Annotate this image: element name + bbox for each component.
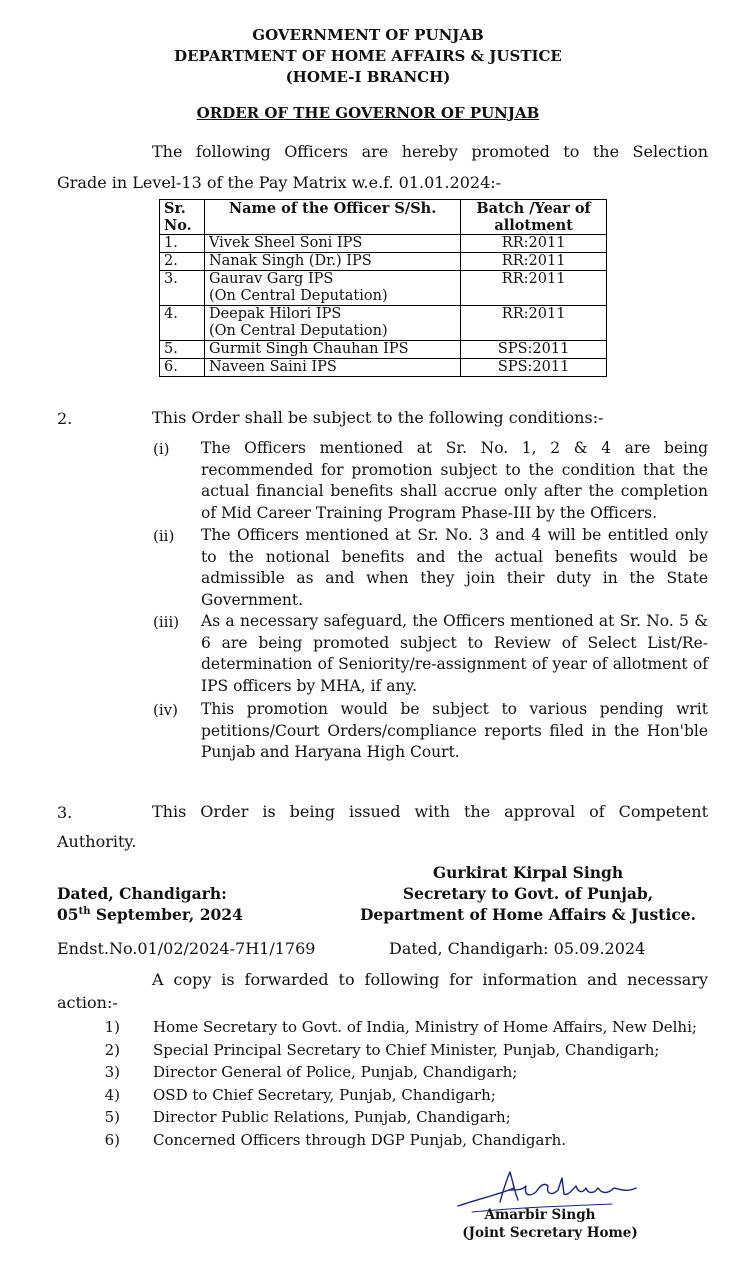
dated-day: 05 <box>57 905 79 924</box>
dated-place: Dated, Chandigarh: <box>57 884 227 903</box>
copy-item-text: Special Principal Secretary to Chief Minister, Punjab, Chandigarh; <box>153 1040 660 1059</box>
condition-text-iv: This promotion would be subject to various pending writ petitions/Court Orders/compliance reports filed in the Hon'ble Punjab and Haryana High Court. <box>201 700 708 762</box>
officer-note: (On Central Deputation) <box>208 323 388 339</box>
officer-name: Vivek Sheel Soni IPS <box>208 235 363 251</box>
endorsement-line-1: A copy is forwarded to following for information and necessary <box>152 970 708 989</box>
table-row <box>160 341 607 359</box>
officer-batch: RR:2011 <box>461 271 607 306</box>
officer-name: Gurmit Singh Chauhan IPS <box>208 341 409 357</box>
officer-sr-no: 6. <box>160 359 205 377</box>
copy-item-text: Director Public Relations, Punjab, Chandigarh; <box>153 1108 511 1127</box>
condition-text-ii: The Officers mentioned at Sr. No. 3 and 4 will be entitled only to the notional benefits and the actual benefits would be admissible as and when they join their duty in the State Government. <box>201 526 708 610</box>
endorsement-number: Endst.No.01/02/2024-7H1/1769 <box>57 939 316 958</box>
officer-batch: RR:2011 <box>461 306 607 341</box>
condition-text-i: The Officers mentioned at Sr. No. 1, 2 & 4 are being recommended for promotion subject to the condition that the actual financial benefits shall accrue only after the completion of Mid Career Training Program Phase-III by the Officers. <box>201 439 708 523</box>
officer-sr-no: 5. <box>160 341 205 359</box>
copy-item-number: 1) <box>104 1018 120 1036</box>
officer-name-cell <box>204 253 460 271</box>
department-heading: DEPARTMENT OF HOME AFFAIRS & JUSTICE <box>174 47 562 65</box>
copy-item-number: 4) <box>104 1085 120 1104</box>
order-title: ORDER OF THE GOVERNOR OF PUNJAB <box>196 104 540 122</box>
copy-item-text: Director General of Police, Punjab, Chandigarh; <box>153 1063 518 1082</box>
endorsement-date: Dated, Chandigarh: 05.09.2024 <box>389 939 646 958</box>
officer-sr-no: 4. <box>160 306 205 341</box>
para3-line-1: This Order is being issued with the approval of Competent <box>152 802 708 821</box>
govt-heading: GOVERNMENT OF PUNJAB <box>252 26 484 44</box>
officer-batch: SPS:2011 <box>461 341 607 359</box>
table-row <box>160 253 607 271</box>
table-header-row <box>160 200 607 235</box>
para3-number: 3. <box>57 803 73 822</box>
officer-batch: SPS:2011 <box>461 359 607 377</box>
para3-line-2: Authority. <box>57 832 137 851</box>
intro-line-2: Grade in Level-13 of the Pay Matrix w.e.f. 01.01.2024:- <box>57 173 502 192</box>
officer-sr-no: 1. <box>160 235 205 253</box>
copy-item-text: Concerned Officers through DGP Punjab, Chandigarh. <box>153 1131 567 1149</box>
officer-batch: RR:2011 <box>461 235 607 253</box>
officers-table <box>159 199 607 377</box>
condition-label-iii: (iii) <box>153 613 180 631</box>
officer-name: Gaurav Garg IPS <box>208 271 334 287</box>
officer-name: Naveen Saini IPS <box>208 359 337 375</box>
officer-name: Deepak Hilori IPS <box>208 306 342 322</box>
intro-line-1: The following Officers are hereby promoted to the Selection <box>152 142 708 161</box>
copy-item-number: 2) <box>104 1040 120 1059</box>
dated-rest: September, 2024 <box>90 905 243 924</box>
table-row <box>160 306 607 341</box>
copy-item-number: 3) <box>104 1063 120 1082</box>
table-row <box>160 271 607 306</box>
signatory-name: Gurkirat Kirpal Singh <box>432 863 624 882</box>
signatory-designation-1: Secretary to Govt. of Punjab, <box>402 884 654 903</box>
signatory-designation-2: Department of Home Affairs & Justice. <box>359 905 697 924</box>
copy-item-text: Home Secretary to Govt. of India, Ministry of Home Affairs, New Delhi; <box>153 1018 697 1036</box>
endorsement-line-2: action:- <box>57 993 118 1012</box>
header-sr: Sr. No. <box>160 200 205 235</box>
copy-item-number: 6) <box>104 1131 120 1149</box>
table-row <box>160 235 607 253</box>
officer-name-cell <box>204 341 460 359</box>
footer-signatory-designation: (Joint Secretary Home) <box>462 1225 638 1241</box>
officer-note: (On Central Deputation) <box>208 288 388 304</box>
dated-suffix: th <box>78 905 91 917</box>
officer-name: Nanak Singh (Dr.) IPS <box>208 253 372 269</box>
header-batch: Batch /Year of allotment <box>461 200 607 235</box>
officer-batch: RR:2011 <box>461 253 607 271</box>
officer-name-cell <box>204 359 460 377</box>
officer-name-cell <box>204 235 460 253</box>
table-row <box>160 359 607 377</box>
branch-heading: (HOME-I BRANCH) <box>285 68 451 86</box>
officer-name-cell <box>204 306 460 341</box>
header-name: Name of the Officer S/Sh. <box>204 200 460 235</box>
dated-date <box>57 905 243 924</box>
copy-item-number: 5) <box>104 1108 120 1127</box>
condition-text-iii: As a necessary safeguard, the Officers mentioned at Sr. No. 5 & 6 are being promoted subject to Review of Select List/Re-determination of Seniority/re-assignment of year of allotment of IPS officers by MHA, if any. <box>201 612 708 696</box>
footer-signatory-name: Amarbir Singh <box>484 1207 596 1223</box>
condition-label-i: (i) <box>153 440 170 458</box>
officer-name-cell <box>204 271 460 306</box>
officer-sr-no: 2. <box>160 253 205 271</box>
para2-text: This Order shall be subject to the following conditions:- <box>152 408 604 427</box>
condition-label-iv: (iv) <box>153 701 178 719</box>
copy-item-text: OSD to Chief Secretary, Punjab, Chandigarh; <box>153 1085 496 1104</box>
condition-label-ii: (ii) <box>153 527 175 545</box>
officer-sr-no: 3. <box>160 271 205 306</box>
para2-number: 2. <box>57 409 73 428</box>
